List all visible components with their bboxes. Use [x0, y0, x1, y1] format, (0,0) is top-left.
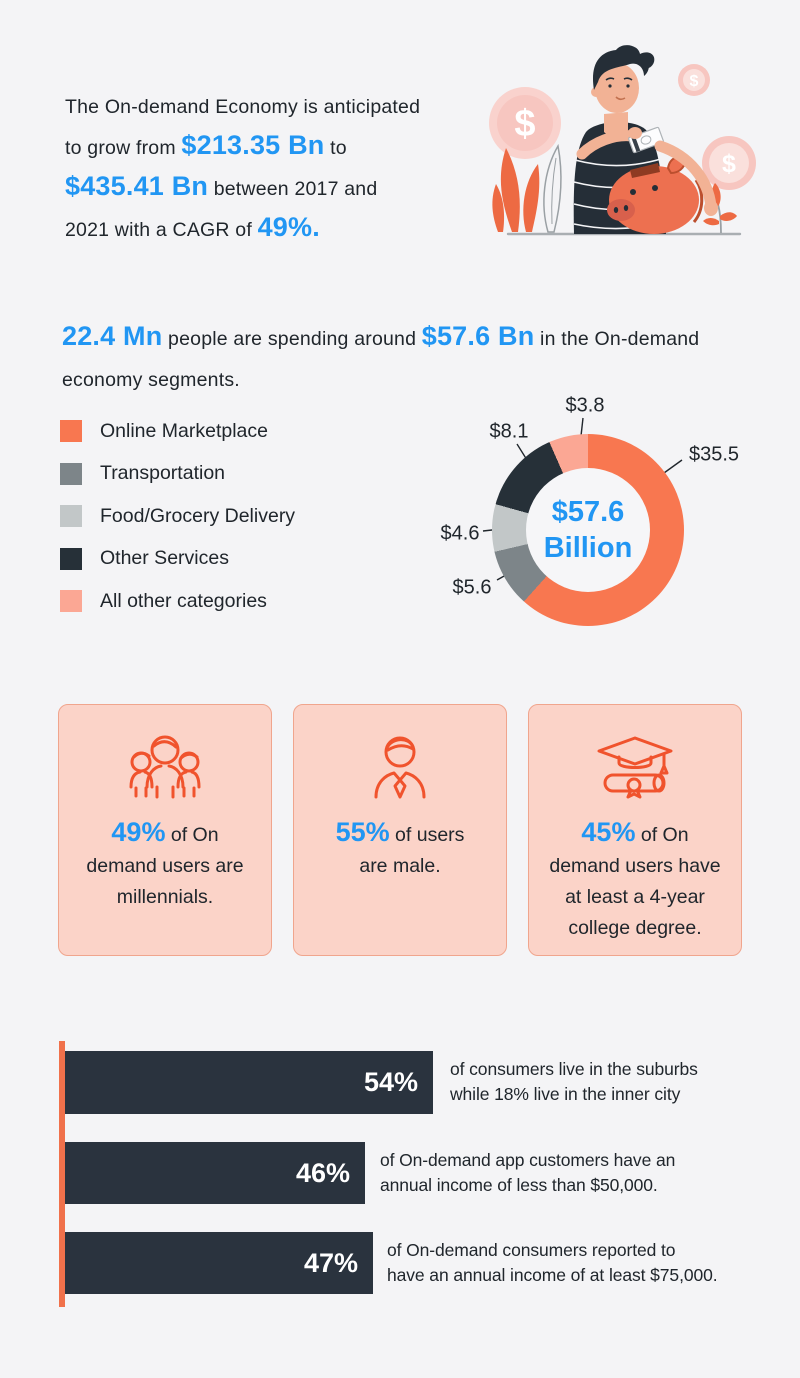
legend-label: All other categories	[100, 589, 267, 612]
bar-value-label: 46%	[295, 1157, 350, 1188]
text-line	[535, 882, 735, 913]
text-segment: of On	[165, 824, 219, 846]
donut-value-label: $8.1	[489, 420, 529, 443]
text-line	[300, 851, 500, 882]
text-segment: of users	[389, 824, 465, 846]
stat-card-male-users	[293, 704, 507, 956]
legend-label: Transportation	[100, 462, 226, 484]
text-segment: demand users have	[549, 855, 721, 877]
bar-value-label: 47%	[303, 1247, 358, 1278]
bar-description: of consumers live in the suburbs while 18% live in the inner city	[450, 1059, 698, 1104]
legend-item	[60, 420, 295, 442]
text-segment: at least a 4-year	[565, 886, 705, 908]
bar-suburbs	[65, 1051, 433, 1114]
donut-center-label: $57.6 Billion	[543, 496, 633, 564]
legend-label: Other Services	[100, 547, 229, 569]
spending-heading	[62, 316, 772, 401]
highlight-value: 49%.	[257, 212, 320, 242]
text-line	[300, 817, 500, 851]
bar-value-label: 54%	[363, 1067, 418, 1097]
text-line	[65, 126, 485, 167]
text-line	[535, 913, 735, 944]
text-segment: 2021 with a CAGR of	[65, 219, 258, 241]
text-segment: economy segments.	[62, 369, 240, 391]
text-line	[62, 316, 772, 360]
text-line	[65, 882, 265, 913]
text-segment: millennials.	[116, 886, 214, 908]
highlight-value: 45%	[581, 817, 636, 847]
text-segment: between 2017 and	[208, 178, 378, 200]
male-user-icon	[294, 735, 506, 801]
dollar-coin-icon	[702, 136, 756, 190]
legend-swatch	[60, 420, 82, 442]
bar-income-under-50k	[65, 1142, 365, 1204]
piggy-bank-illustration	[478, 28, 768, 246]
donut-legend	[60, 420, 295, 612]
dollar-coin-icon	[489, 87, 561, 159]
donut-value-label: $4.6	[440, 522, 480, 545]
text-segment: are male.	[359, 855, 441, 877]
text-segment: The On-demand Economy is anticipated	[65, 96, 421, 118]
svg-text:$: $	[689, 73, 699, 90]
legend-label: Food/Grocery Delivery	[100, 504, 296, 527]
text-line	[535, 851, 735, 882]
text-segment: to	[324, 137, 347, 159]
dollar-coin-icon	[678, 64, 710, 96]
text-line	[65, 851, 265, 882]
highlight-value: $213.35 Bn	[181, 130, 325, 160]
text-segment: demand users are	[86, 855, 244, 877]
donut-hole	[526, 468, 650, 592]
graduation-icon	[529, 735, 741, 799]
text-line	[65, 167, 485, 208]
stat-card-text	[535, 817, 735, 944]
legend-swatch	[60, 590, 82, 612]
donut-value-label: $35.5	[688, 443, 740, 466]
text-segment: in the On-demand	[534, 328, 700, 350]
group-icon	[59, 735, 271, 799]
text-line	[535, 817, 735, 851]
stat-card-millennials	[58, 704, 272, 956]
legend-item	[60, 505, 295, 527]
svg-text:$: $	[514, 103, 536, 145]
bar-description: of On-demand app customers have an annual income of less than $50,000.	[380, 1150, 676, 1195]
text-segment: people are spending around	[162, 328, 422, 350]
highlight-value: 22.4 Mn	[62, 321, 163, 351]
highlight-value: 49%	[111, 817, 166, 847]
svg-text:$: $	[722, 150, 736, 178]
donut-value-label: $3.8	[565, 394, 605, 417]
stat-card-text	[300, 817, 500, 882]
bar-income-over-75k	[65, 1232, 373, 1294]
stat-card-text	[65, 817, 265, 913]
legend-item	[60, 590, 295, 612]
stat-card-college-degree	[528, 704, 742, 956]
donut-value-label: $5.6	[452, 576, 492, 599]
legend-swatch	[60, 463, 82, 485]
donut-chart-area	[430, 390, 795, 642]
text-line	[65, 817, 265, 851]
text-line	[65, 208, 485, 249]
legend-label: Online Marketplace	[100, 419, 268, 442]
text-segment: of On	[635, 824, 689, 846]
highlight-value: $57.6 Bn	[421, 321, 535, 351]
intro-paragraph	[65, 88, 485, 249]
highlight-value: $435.41 Bn	[65, 171, 209, 201]
legend-item	[60, 548, 295, 570]
text-segment: to grow from	[65, 137, 182, 159]
highlight-value: 55%	[335, 817, 390, 847]
legend-swatch	[60, 548, 82, 570]
legend-item	[60, 463, 295, 485]
legend-swatch	[60, 505, 82, 527]
bar-description: of On-demand consumers reported to have an annual income of at least $75,000.	[387, 1240, 718, 1285]
text-segment: college degree.	[568, 917, 702, 939]
text-line	[65, 88, 485, 126]
